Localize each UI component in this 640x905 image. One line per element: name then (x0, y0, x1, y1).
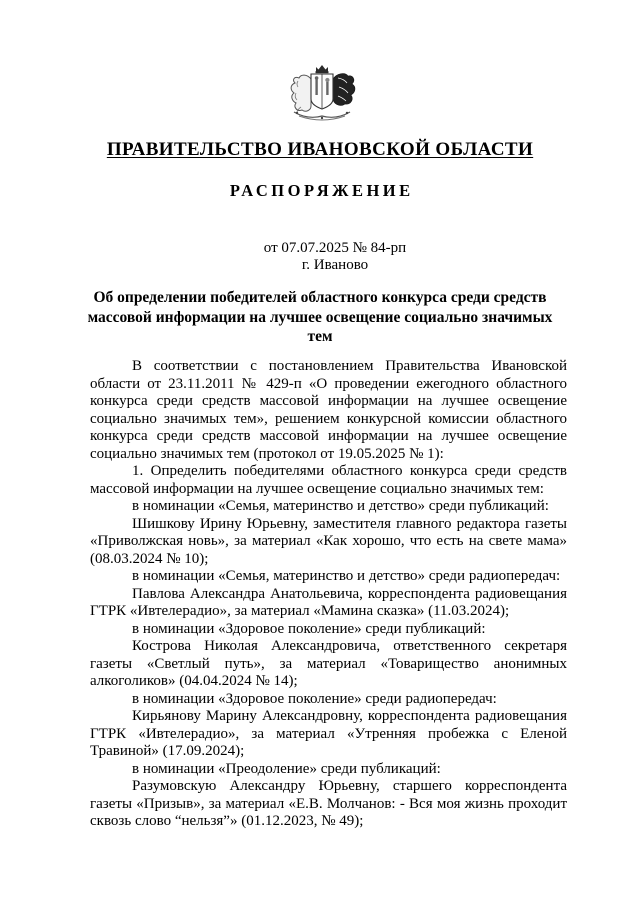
doc-subject-line: Об определении победителей областного конкурса среди средств (93, 289, 547, 306)
doc-meta (90, 240, 580, 273)
org-name-heading: ПРАВИТЕЛЬСТВО ИВАНОВСКОЙ ОБЛАСТИ (106, 139, 534, 160)
body-paragraph: в номинации «Здоровое поколение» среди публикаций: (132, 620, 486, 637)
body-paragraph: в номинации «Преодоление» среди публикаций: (132, 760, 441, 777)
body-paragraph: 1. Определить победителями областного конкурса среди средств массовой информации на лучшее освещение социально значимых тем: (90, 463, 567, 497)
body-paragraph: Павлова Александра Анатольевича, корреспондента радиовещания ГТРК «Ивтелерадио», за материал «Мамина сказка» (11.03.2024); (90, 585, 567, 619)
body-paragraph: В соответствии с постановлением Правительства Ивановской области от 23.11.2011 № 429-п «О проведении ежегодного областного конкурса среди средств массовой информации на лучшее освещение социально значимых тем», решением конкурсной комиссии областного конкурса среди средств массовой информации на лучшее освещение социально значимых тем (протокол от 19.05.2025 № 1): (90, 358, 567, 462)
body-paragraph: Кострова Николая Александровича, ответственного секретаря газеты «Светлый путь», за материал «Товарищество анонимных алкоголиков» (04.04.2024 № 14); (90, 638, 567, 689)
body-paragraph: в номинации «Семья, материнство и детство» среди радиопередач: (132, 568, 561, 584)
doc-subject (75, 288, 565, 347)
body-paragraph: в номинации «Здоровое поколение» среди радиопередач: (132, 690, 497, 707)
doc-type-heading: РАСПОРЯЖЕНИЕ (229, 181, 414, 200)
body-paragraph: в номинации «Семья, материнство и детство» среди публикаций: (132, 498, 549, 514)
body-paragraph: Разумовскую Александру Юрьевну, старшего корреспондента газеты «Призыв», за материал «Е.В. Молчанов: - Вся моя жизнь проходит сквозь слово “нельзя”» (01.12.2023, № 49); (90, 778, 567, 829)
document-body (90, 358, 567, 831)
doc-date-number: от 07.07.2025 № 84-рп (263, 240, 407, 256)
ivanovo-coat-of-arms-icon (283, 63, 361, 127)
doc-subject-line: массовой информации на лучшее освещение социально значимых тем (87, 308, 553, 345)
doc-city: г. Иваново (301, 256, 369, 273)
body-paragraph: Шишкову Ирину Юрьевну, заместителя главного редактора газеты «Приволжская новь», за материал «Как хорошо, что есть на свете мама» (08.03.2024 № 10); (90, 515, 567, 567)
body-paragraph: Кирьянову Марину Александровну, корреспондента радиовещания ГТРК «Ивтелерадио», за материал «Утренняя пробежка с Еленой Травиной» (17.09.2024); (90, 708, 567, 759)
